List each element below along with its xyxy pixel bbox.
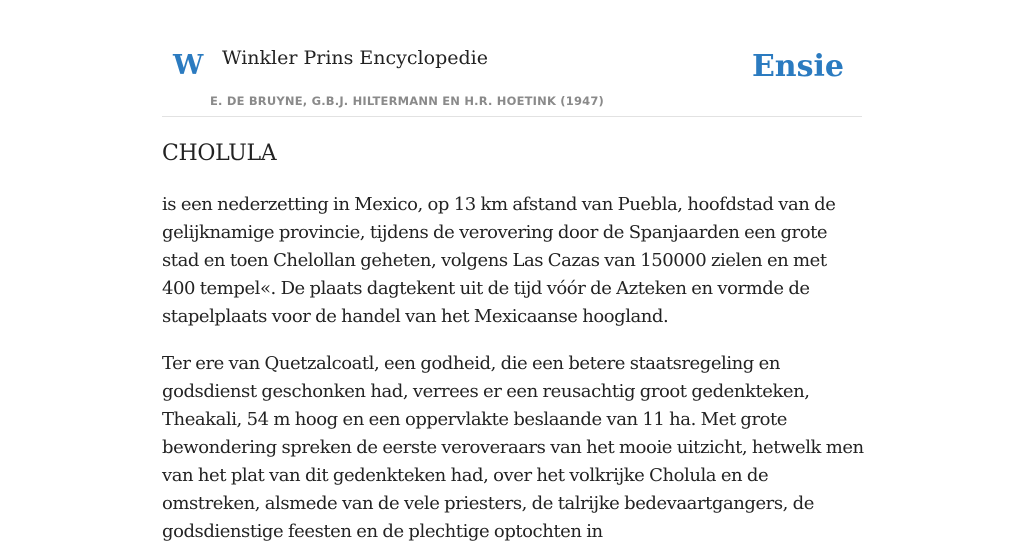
brand-logo[interactable]: Ensie — [751, 49, 844, 84]
site-title[interactable]: Winkler Prins Encyclopedie — [222, 47, 488, 69]
article-body — [162, 138, 864, 546]
site-logo-w[interactable]: W — [173, 50, 204, 81]
article-headword: CHOLULA — [162, 141, 277, 166]
article-paragraph-2: Ter ere van Quetzalcoatl, een godheid, die een betere staatsregeling en godsdienst geschonken had, verrees er een reusachtig groot gedenkteken, Theakali, 54 m hoog en een oppervlakte beslaande van 11 ha. Met grote bewondering spreken de eerste veroveraars van het mooie uitzicht, hetwelk men van het plat van dit gedenkteken had, over het volkrijke Cholula en de omstreken, alsmede van de vele priesters, de talrijke bedevaartgangers, de godsdienstige feesten en de plechtige optochten in — [162, 353, 864, 542]
article-paragraph-1: is een nederzetting in Mexico, op 13 km afstand van Puebla, hoofdstad van de gelijknamige provincie, tijdens de verovering door de Spanjaarden een grote stad en toen Chelollan geheten, volgens Las Cazas van 150000 zielen en met 400 tempel«. De plaats dagtekent uit de tijd vóór de Azteken en vormde de stapelplaats voor de handel van het Mexicaanse hoogland. — [162, 194, 836, 327]
authors-line: E. DE BRUYNE, G.B.J. HILTERMANN EN H.R. HOETINK (1947) — [210, 94, 605, 108]
site-header — [162, 0, 862, 117]
